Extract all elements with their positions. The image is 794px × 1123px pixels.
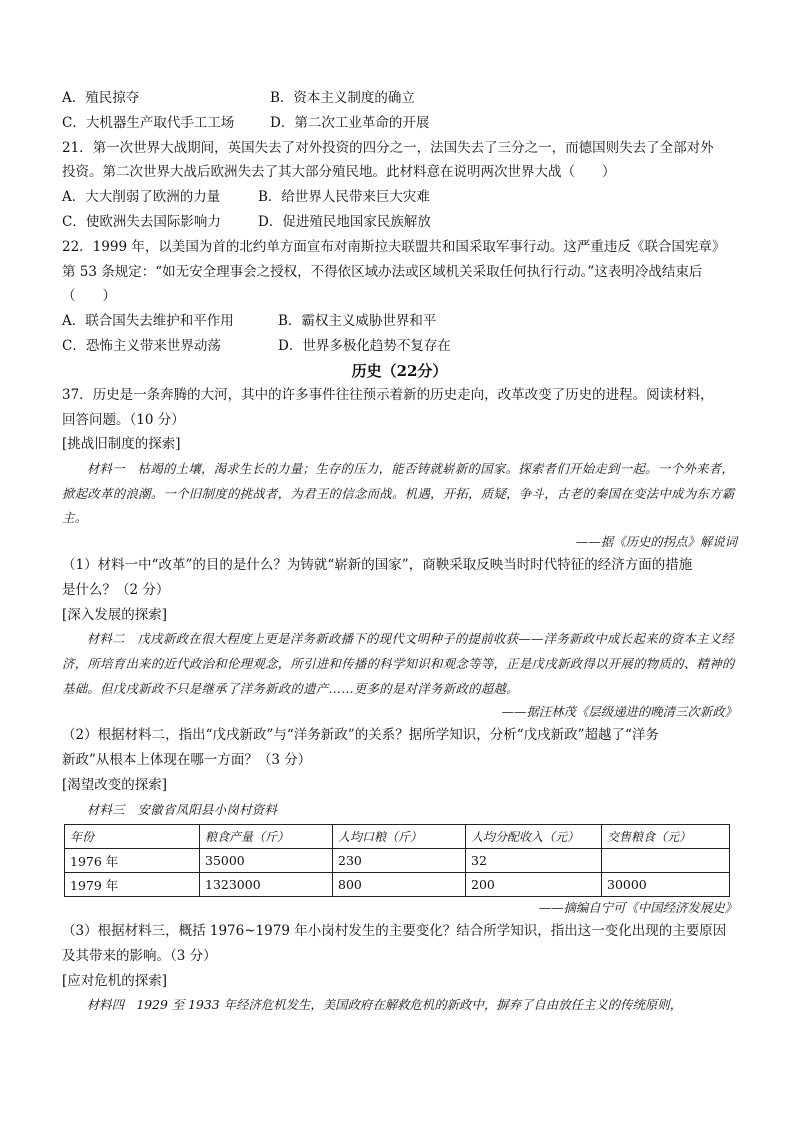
q21-option-b: B．给世界人民带来巨大灾难 bbox=[258, 189, 430, 206]
table-header-cell: 人均口粮（斤） bbox=[333, 825, 466, 849]
table-row bbox=[65, 873, 730, 897]
q22-stem-line-1: 22．1999 年，以美国为首的北约单方面宣布对南斯拉夫联盟共和国采取军事行动。这严重违反《联合国宪章》 bbox=[62, 238, 726, 255]
material-2-source: ——据汪林茂《层级递进的晚清三次新政》 bbox=[501, 704, 737, 720]
material-4-text: 材料四 1929 至 1933 年经济危机发生，美国政府在解救危机的新政中，摒弃了自由放任主义的传统原则， bbox=[86, 997, 683, 1013]
material-3-source: ——摘编自宁可《中国经济发展史》 bbox=[538, 900, 737, 916]
part2-heading: [深入发展的探索] bbox=[62, 606, 168, 623]
q20-option-c: C．大机器生产取代手工工场 bbox=[62, 114, 235, 131]
q20-option-d: D．第二次工业革命的开展 bbox=[270, 114, 430, 131]
q22-option-b: B．霸权主义威胁世界和平 bbox=[278, 313, 437, 330]
q21-stem-line-2: 投资。第二次世界大战后欧洲失去了其大部分殖民地。此材料意在说明两次世界大战（ ） bbox=[62, 164, 616, 181]
q22-stem-line-2: 第 53 条规定：“如无安全理事会之授权，不得依区域办法或区域机关采取任何执行行动。”这表明冷战结束后 bbox=[62, 263, 703, 280]
section-title: 历史（22分） bbox=[351, 361, 448, 380]
q21-options-row-2 bbox=[62, 210, 737, 235]
q20-options-row-2 bbox=[62, 111, 737, 136]
table-header-cell: 交售粮食（元） bbox=[602, 825, 730, 849]
q21-stem-line-1: 21．第一次世界大战期间，英国失去了对外投资的四分之一，法国失去了三分之一，而德国则失去了全部对外 bbox=[62, 139, 714, 156]
q20-option-b: B．资本主义制度的确立 bbox=[270, 90, 415, 106]
q22-option-c: C．恐怖主义带来世界动荡 bbox=[62, 337, 221, 354]
q21-options-row-1 bbox=[62, 185, 737, 210]
table-cell: 800 bbox=[333, 873, 466, 897]
table-header-cell: 年份 bbox=[65, 825, 200, 849]
table-header-row bbox=[65, 825, 730, 849]
q22-options-row-1 bbox=[62, 309, 737, 334]
table-header-cell: 人均分配收入（元） bbox=[466, 825, 602, 849]
q22-options-row-2 bbox=[62, 334, 737, 359]
material-2-text: 材料二 戊戌新政在很大程度上更是洋务新政播下的现代文明种子的提前收获——洋务新政中成长起来的资本主义经济，所培育出来的近代政治和伦理观念，所引进和传播的科学知识和观念等等，正是戊戌新政得以开展的物质的、精神的基础。但戊戌新政不只是继承了洋务新政的遗产……更多的是对洋务新政的超越。 bbox=[62, 631, 735, 696]
table-cell: 1976 年 bbox=[65, 849, 200, 873]
sub-question-3-line-1: （3）根据材料三，概括 1976~1979 年小岗村发生的主要变化？结合所学知识，指出这一变化出现的主要原因 bbox=[62, 923, 727, 940]
sub-question-1-line-2: 是什么？（2 分） bbox=[62, 581, 170, 598]
q22-option-a: A．联合国失去维护和平作用 bbox=[62, 313, 234, 330]
q37-stem-line-1: 37．历史是一条奔腾的大河，其中的许多事件往往预示着新的历史走向，改革改变了历史的进程。阅读材料， bbox=[62, 386, 714, 403]
table-header-cell: 粮食产量（斤） bbox=[200, 825, 333, 849]
table-cell: 1979 年 bbox=[65, 873, 200, 897]
q20-option-a: A．殖民掠夺 bbox=[62, 90, 140, 106]
table-cell: 32 bbox=[466, 849, 602, 873]
table-cell: 1323000 bbox=[200, 873, 333, 897]
sub-question-3-line-2: 及其带来的影响。（3 分） bbox=[62, 947, 217, 964]
table-cell: 30000 bbox=[602, 873, 730, 897]
table-cell: 200 bbox=[466, 873, 602, 897]
table-row bbox=[65, 849, 730, 873]
table-cell bbox=[602, 849, 730, 873]
q20-options-row-1 bbox=[62, 86, 737, 111]
part1-heading: [挑战旧制度的探索] bbox=[62, 436, 181, 453]
sub-question-2-line-2: 新政”从根本上体现在哪一方面？（3 分） bbox=[62, 751, 312, 768]
part4-heading: [应对危机的探索] bbox=[62, 972, 168, 989]
exam-page bbox=[62, 86, 737, 1018]
q22-stem-line-3: （ ） bbox=[62, 288, 116, 305]
q21-option-a: A．大大削弱了欧洲的力量 bbox=[62, 189, 221, 206]
table-cell: 35000 bbox=[200, 849, 333, 873]
material-3-caption: 材料三 安徽省凤阳县小岗村资料 bbox=[86, 801, 278, 817]
q21-option-d: D．促进殖民地国家民族解放 bbox=[258, 213, 431, 230]
sub-question-2-line-1: （2）根据材料二，指出“戊戌新政”与“洋务新政”的关系？据所学知识，分析“戊戌新政”超越了“洋务 bbox=[62, 727, 659, 744]
xiaogang-data-table bbox=[64, 824, 730, 897]
q21-option-c: C．使欧洲失去国际影响力 bbox=[62, 213, 221, 230]
sub-question-1-line-1: （1）材料一中“改革”的目的是什么？为铸就“崭新的国家”，商鞅采取反映当时时代特征的经济方面的措施 bbox=[62, 556, 693, 573]
material-1-source: ——据《历史的拐点》解说词 bbox=[575, 533, 737, 549]
material-1-text: 材料一 枯竭的土壤，渴求生长的力量；生存的压力，能否铸就崭新的国家。探索者们开始走到一起。一个外来者，掀起改革的浪潮。一个旧制度的挑战者，为君王的信念而战。机遇，开拓，质疑，争斗，古老的秦国在变法中成为东方霸主。 bbox=[62, 461, 735, 526]
part3-heading: [渴望改变的探索] bbox=[62, 776, 168, 793]
q22-option-d: D．世界多极化趋势不复存在 bbox=[278, 337, 451, 354]
table-cell: 230 bbox=[333, 849, 466, 873]
q37-stem-line-2: 回答问题。（10 分） bbox=[62, 411, 185, 428]
